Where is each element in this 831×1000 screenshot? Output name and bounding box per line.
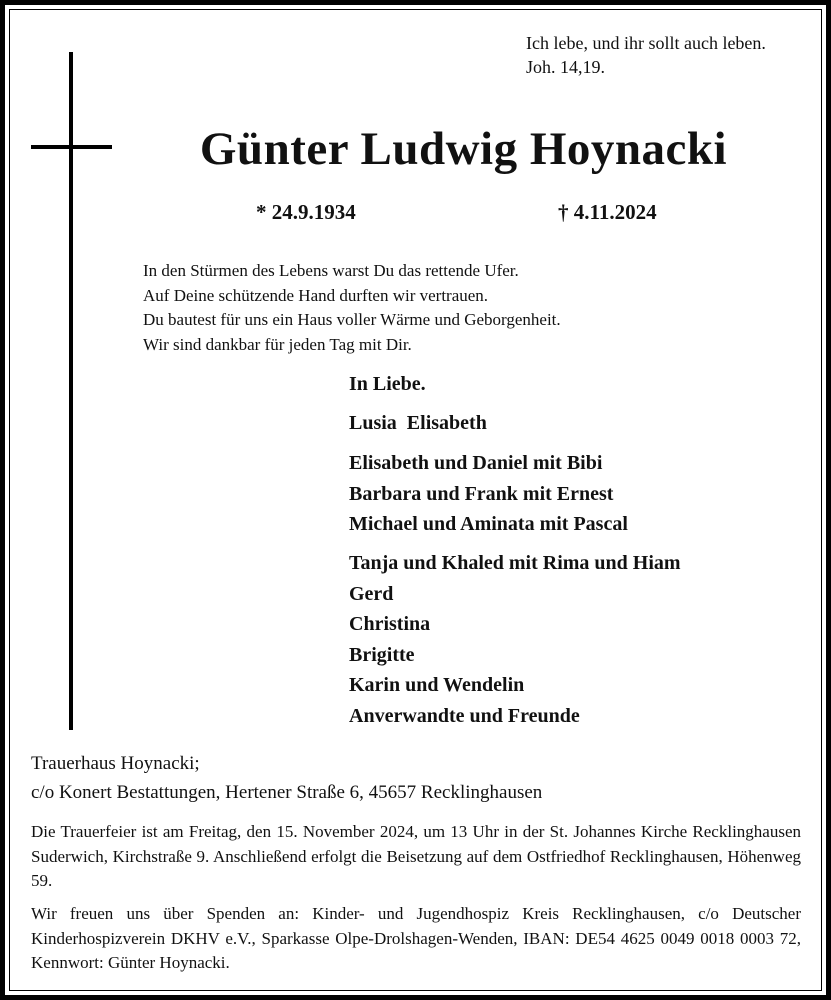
poem-line: In den Stürmen des Lebens warst Du das rettende Ufer. [143, 261, 519, 280]
donation-info: Wir freuen uns über Spenden an: Kinder- und Jugendhospiz Kreis Recklinghausen, c/o Deutscher Kinderhospizverein DKHV e.V., Sparkasse Olpe-Drolshagen-Wenden, IBAN: DE54 4625 0049 0018 0003 72, Kennwort: Günter Hoynacki. [31, 904, 801, 972]
death-date: † 4.11.2024 [558, 200, 657, 224]
bible-verse [526, 31, 766, 79]
ceremony-info: Die Trauerfeier ist am Freitag, den 15. November 2024, um 13 Uhr in der St. Johannes Kirche Recklinghausen Suderwich, Kirchstraße 9. Anschließend erfolgt die Beisetzung auf dem Ostfriedhof Recklinghausen, Höhenweg 59. [31, 822, 801, 890]
poem-line: Wir sind dankbar für jeden Tag mit Dir. [143, 334, 412, 354]
mourning-address [31, 749, 542, 807]
spouse-name: Lusia Elisabeth [349, 412, 487, 434]
poem [143, 259, 561, 357]
mourners-children [349, 448, 628, 540]
mourner-entry: Christina [349, 613, 431, 635]
mourner-entry: Karin und Wendelin [349, 674, 525, 696]
mourner-entry: Elisabeth und Daniel mit Bibi [349, 452, 603, 474]
deceased-name: Günter Ludwig Hoynacki [199, 123, 728, 175]
mourner-entry: Brigitte [349, 643, 415, 666]
mourner-entry: Barbara und Frank mit Ernest [349, 482, 614, 505]
mourner-entry: Anverwandte und Freunde [349, 704, 580, 727]
poem-line: Du bautest für uns ein Haus voller Wärme und Geborgenheit. [143, 310, 561, 329]
address-line: c/o Konert Bestattungen, Hertener Straße 6, 45657 Recklinghausen [31, 782, 543, 803]
mourner-entry: Gerd [349, 582, 394, 605]
mourners-intro-text: In Liebe. [349, 373, 426, 395]
poem-line: Auf Deine schützende Hand durften wir vertrauen. [143, 285, 489, 305]
mourner-entry: Tanja und Khaled mit Rima und Hiam [349, 552, 681, 574]
birth-date: * 24.9.1934 [256, 200, 356, 224]
mourner-entry: Michael und Aminata mit Pascal [349, 513, 628, 535]
mourners-spouse [349, 408, 487, 439]
mourners-intro [349, 369, 426, 400]
address-line: Trauerhaus Hoynacki; [31, 753, 200, 774]
verse-reference: Joh. 14,19. [526, 57, 606, 77]
mourners-others [349, 548, 681, 731]
verse-text: Ich lebe, und ihr sollt auch leben. [526, 33, 766, 53]
